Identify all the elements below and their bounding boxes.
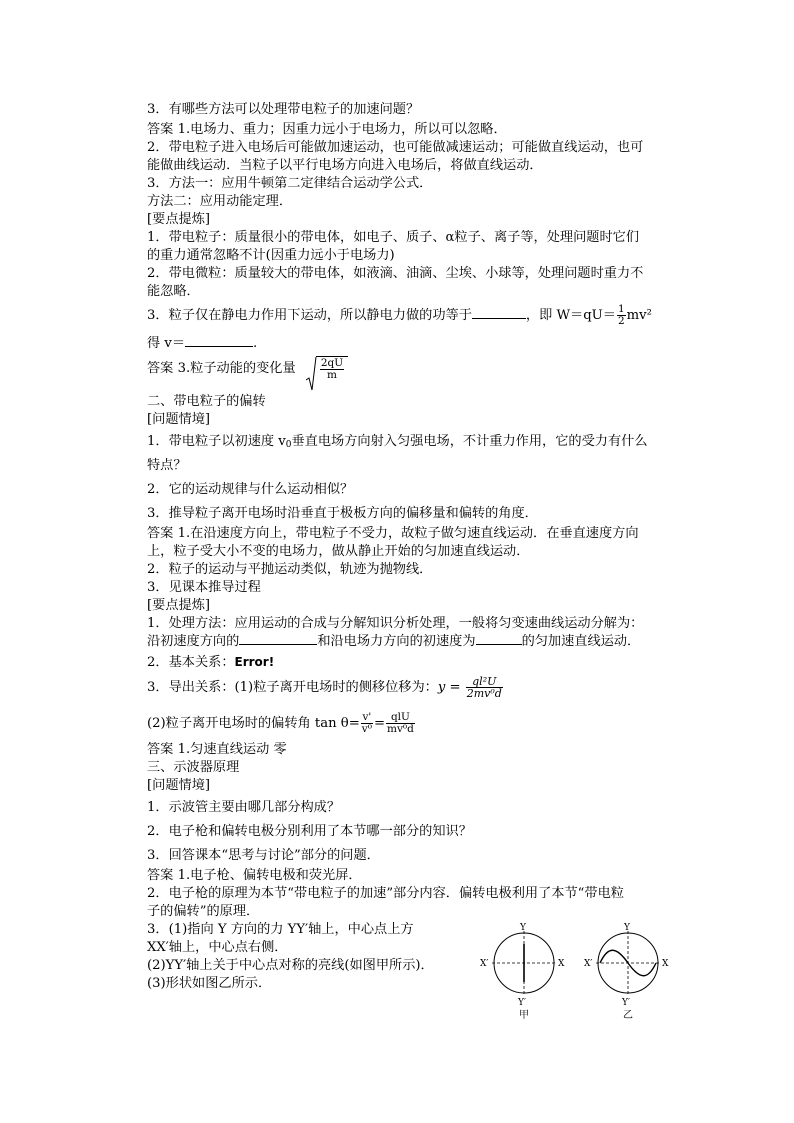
- sec2-point-2: 2．基本关系：Error!: [147, 655, 275, 670]
- sec2-point-1-line-1: 1．处理方法：应用运动的合成与分解知识分析处理，一般将匀变速曲线运动分解为：: [147, 616, 644, 631]
- sqrt-expression: $\frac{2qU}{m}$: [306, 356, 348, 381]
- question-3: 3．有哪些方法可以处理带电粒子的加速问题？: [147, 102, 420, 117]
- label-left: X′: [480, 959, 489, 969]
- caption: 甲: [519, 1010, 529, 1021]
- question-context-heading: [问题情境]: [147, 412, 211, 427]
- error-text: Error!: [234, 655, 275, 669]
- sec2-point-1-line-2: 沿初速度方向的 和沿电场力方向的初速度为 的匀加速直线运动．: [147, 634, 641, 649]
- sec2-question-1-line-2: 特点？: [147, 458, 187, 473]
- answer-2-line-2: 能做曲线运动．当粒子以平行电场方向进入电场后，将做直线运动．: [147, 158, 543, 173]
- answer-3-key: 答案 3.粒子动能的变化量 $\frac{2qU}{m}$: [147, 356, 348, 381]
- fill-blank[interactable]: [472, 318, 526, 319]
- question-context-heading-3: [问题情境]: [147, 778, 211, 793]
- answer-1: 答案 1.电场力、重力；因重力远小于电场力，所以可以忽略．: [147, 122, 507, 137]
- sec3-answer-3-line-4: (3)形状如图乙所示．: [147, 976, 272, 991]
- key-point-1-line-1: 1．带电粒子：质量很小的带电体，如电子、质子、α粒子、离子等，处理问题时它们: [147, 230, 640, 245]
- key-point-2-line-2: 能忽略．: [147, 284, 200, 299]
- fill-blank[interactable]: [239, 644, 317, 645]
- section-3-title: 三、示波器原理: [147, 760, 240, 775]
- sec3-question-1: 1．示波管主要由哪几部分构成？: [147, 800, 341, 815]
- label-top: Y: [624, 923, 630, 933]
- label-bottom: Y′: [518, 998, 526, 1008]
- key-points-heading-2: [要点提炼]: [147, 598, 211, 613]
- fraction-half: $\frac{1}{2}$: [617, 303, 625, 327]
- sec3-question-2: 2．电子枪和偏转电极分别利用了本节哪一部分的知识？: [147, 824, 472, 839]
- key-point-1-line-2: 的重力通常忽略不计(因重力远小于电场力): [147, 248, 395, 263]
- label-top: Y: [520, 923, 526, 933]
- sec2-answer-3: 3．见课本推导过程: [147, 580, 261, 595]
- sec3-answer-3-line-2: XX′轴上，中心点右侧．: [147, 940, 288, 955]
- sec2-answer-1-line-2: 上，粒子受大小不变的电场力，做从静止开始的匀加速直线运动．: [147, 544, 530, 559]
- sec2-point-4: (2)粒子离开电场时的偏转角 tan θ= $\frac{v'}{\text{v⁰}}$ = $\frac{\text{qlU}}{\text{mv⁰d}}$: [147, 711, 414, 735]
- sec3-answer-2-line-2: 子的偏转”的原理．: [147, 904, 260, 919]
- fill-blank[interactable]: [476, 644, 522, 645]
- sec2-question-3: 3．推导粒子离开电场时沿垂直于极板方向的偏移量和偏转的角度．: [147, 506, 538, 521]
- deflection-formula: $\frac{\text{ql²U}}{\text{2mv⁰d}}$: [466, 675, 502, 700]
- sec3-answer-2-line-1: 2．电子枪的原理为本节“带电粒子的加速”部分内容．偏转电极利用了本节“带电粒: [147, 886, 624, 901]
- key-point-3-line-2: 得 v＝ .: [147, 336, 258, 351]
- sec2-answer-1-line-1: 答案 1.在沿速度方向上，带电粒子不受力，故粒子做匀速直线运动．在垂直速度方向: [147, 526, 639, 541]
- sec2-answer-key: 答案 1.匀速直线运动 零: [147, 742, 287, 757]
- label-right: X: [558, 959, 565, 969]
- label-right: X: [662, 959, 669, 969]
- answer-2-line-1: 2．带电粒子进入电场后可能做加速运动，也可能做减速运动；可能做直线运动，也可: [147, 140, 644, 155]
- sec2-question-2: 2．它的运动规律与什么运动相似？: [147, 482, 354, 497]
- fill-blank[interactable]: [185, 346, 253, 347]
- label-left: X′: [584, 959, 593, 969]
- caption: 乙: [623, 1010, 633, 1021]
- sec3-question-3: 3．回答课本“思考与讨论”部分的问题．: [147, 848, 380, 863]
- sec3-answer-1: 答案 1.电子枪、偏转电极和荧光屏．: [147, 868, 362, 883]
- figure-yi: [582, 922, 674, 1022]
- sec3-answer-3-line-3: (2)YY′轴上关于中心点对称的亮线(如图甲所示)．: [147, 958, 434, 973]
- sec2-point-3: 3．导出关系：(1)粒子离开电场时的侧移位移为：y = $\frac{\text{ql²U}}{\text{2mv⁰d}}$: [147, 675, 502, 700]
- figure-jia: [478, 922, 570, 1022]
- label-bottom: Y′: [622, 998, 630, 1008]
- key-point-2-line-1: 2．带电微粒：质量较大的带电体，如液滴、油滴、尘埃、小球等，处理问题时重力不: [147, 266, 644, 281]
- answer-3-method-2: 方法二：应用动能定理．: [147, 194, 293, 209]
- sec2-question-1-line-1: 1．带电粒子以初速度 $v_0$垂直电场方向射入匀强电场，不计重力作用，它的受力有什么: [147, 434, 648, 450]
- sec2-answer-2: 2．粒子的运动与平抛运动类似，轨迹为抛物线．: [147, 562, 433, 577]
- sec3-answer-3-line-1: 3．(1)指向 Y 方向的力 YY′轴上，中心点上方: [147, 922, 414, 937]
- answer-3-method-1: 3．方法一：应用牛顿第二定律结合运动学公式．: [147, 176, 433, 191]
- section-2-title: 二、带电粒子的偏转: [147, 394, 266, 409]
- key-points-heading: [要点提炼]: [147, 212, 211, 227]
- key-point-3-line-1: 3．粒子仅在静电力作用下运动，所以静电力做的功等于 ，即 W＝qU＝ $\frac{1}{2}$ mv²: [147, 303, 652, 327]
